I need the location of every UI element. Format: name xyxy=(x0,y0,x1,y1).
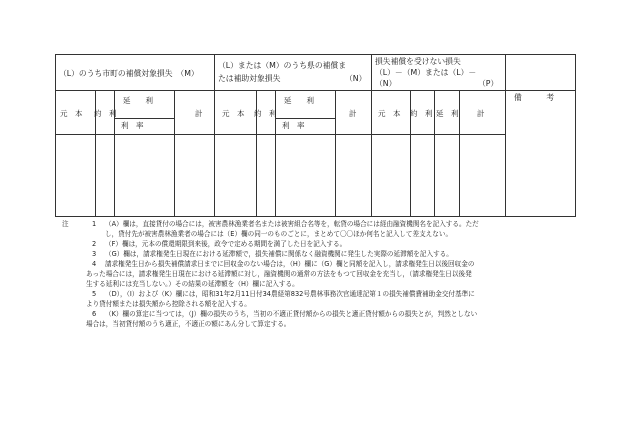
header-m-line2: たは補助対象損失 xyxy=(218,74,281,83)
note-number: 5 xyxy=(92,290,97,298)
subheader-divider xyxy=(55,134,505,135)
subheader-total: 計 xyxy=(195,109,203,118)
table-border-top xyxy=(55,54,576,55)
note-text: 場合は，当初貸付額のうち適正，不適正の額にあん分して算定する。 xyxy=(86,320,291,328)
header-m-line1: （L）または（M）のうち県の補償ま xyxy=(218,61,347,70)
subheader-interest: 約 利 xyxy=(410,109,433,118)
header-p-line1: 損失補償を受けない損失 xyxy=(375,57,461,66)
note-number: 6 xyxy=(92,310,97,318)
header-p-line2: （L）－（M）または（L）－ xyxy=(375,68,477,77)
subheader-late-fee: 延 利 xyxy=(284,96,314,105)
subheader-principal: 元 本 xyxy=(378,109,401,118)
table-border-bottom xyxy=(55,216,576,217)
subheader-principal: 元 本 xyxy=(60,109,83,118)
group-divider xyxy=(214,54,215,216)
subheader-late-fee: 延 利 xyxy=(436,109,459,118)
group-divider xyxy=(371,54,372,216)
col-divider xyxy=(434,90,435,216)
note-number: 1 xyxy=(92,220,97,228)
subheader-principal: 元 本 xyxy=(222,109,245,118)
col-divider xyxy=(174,90,175,216)
late-fee-divider xyxy=(114,118,174,119)
header-divider xyxy=(55,90,576,91)
note-text: （G）欄は，請求権発生日現在における延滞額で，損失補償に関係なく融資機関に発生した実際の延滞額を記入する。 xyxy=(105,250,453,258)
subheader-interest: 約 利 xyxy=(94,109,117,118)
note-text: （A）欄は，直接貸付の場合には，被害農林漁業者名または被害組合名等を，転貸の場合には経由融資機関名を記入する。ただ xyxy=(105,220,479,228)
col-divider xyxy=(335,90,336,216)
subheader-late-fee: 延 利 xyxy=(123,96,153,105)
note-text: 請求権発生日から損失補償請求日までに回収金のない場合は，（H）欄に（G）欄と同額を記入し，請求権発生日以後回収金の xyxy=(105,260,475,268)
notes-label: 注 xyxy=(62,220,69,228)
note-number: 2 xyxy=(92,240,97,248)
note-text: あった場合には，請求権発生日現在における延滞額に対し，融資機関の通常の方法をもつて回収金を充当し，（請求権発生日以後発 xyxy=(86,270,472,278)
subheader-total: 計 xyxy=(477,109,485,118)
subheader-total: 計 xyxy=(349,109,357,118)
note-text: 生する延利には充当しない。）その結果の延滞額を（H）欄に記入する。 xyxy=(86,280,299,288)
group-divider xyxy=(505,54,506,216)
note-text: （K）欄の算定に当つては，（J）欄の損失のうち，当初の不適正貸付額からの損失と適正貸付額からの損失とが，判然としない xyxy=(105,310,478,318)
note-number: 4 xyxy=(92,260,97,268)
header-p-line3: （N） xyxy=(375,79,397,88)
note-text: し，貸付先が被害農林漁業者の場合には（E）欄の同一のものごとに，まとめて〇〇ほか何名と記入して差支えない。 xyxy=(105,230,453,238)
header-p-code: （P） xyxy=(478,79,499,88)
note-text: （F）欄は，元本の償還期限到来後，政令で定める期間を満了した日を記入する。 xyxy=(105,240,347,248)
note-number: 3 xyxy=(92,250,97,258)
header-remarks: 備 考 xyxy=(514,93,558,102)
note-text: （D），（I）および（K）欄には，昭和31年2月11日付34農経第832号農林事務次官通達記第１の損失補償費補助金交付基準に xyxy=(105,290,475,298)
col-divider xyxy=(459,90,460,216)
header-l: （L）のうち市町の補償対象損失 （M） xyxy=(59,69,199,78)
table-border-left xyxy=(55,54,56,217)
subheader-rate: 利 率 xyxy=(121,121,144,130)
note-text: より貸付額または損失額から控除される額を記入する。 xyxy=(86,300,251,308)
table-border-right xyxy=(575,54,576,217)
subheader-interest: 約 利 xyxy=(254,109,277,118)
header-m-code: （N） xyxy=(345,74,367,83)
subheader-rate: 利 率 xyxy=(282,121,305,130)
late-fee-divider xyxy=(275,118,335,119)
